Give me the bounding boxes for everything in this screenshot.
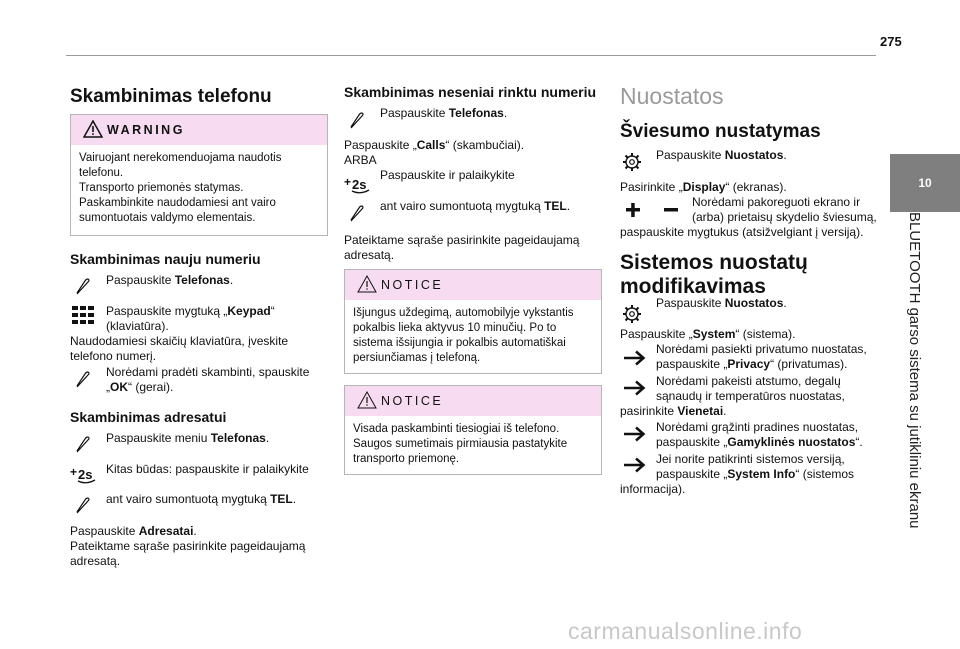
keypad-icon bbox=[72, 305, 96, 325]
finger-tap-icon bbox=[74, 436, 92, 454]
arrow-right-icon bbox=[624, 457, 646, 473]
plus-minus-icon bbox=[626, 201, 682, 219]
warning-box bbox=[70, 114, 328, 236]
tel-button-icon bbox=[70, 464, 98, 484]
instruction: ant vairo sumontuotą mygtuką TEL. bbox=[380, 199, 571, 213]
instruction: (arba) prietaisų skydelio šviesumą, bbox=[692, 210, 877, 224]
page-number: 275 bbox=[880, 34, 902, 49]
warning-text bbox=[71, 145, 327, 232]
tel-button-label: 2s bbox=[78, 467, 93, 482]
warning-label: WARNING bbox=[107, 123, 185, 137]
notice-box bbox=[344, 385, 602, 475]
warning-line: Paskambinkite naudodamiesi ant vairo bbox=[79, 197, 276, 209]
instruction: paspauskite „System Info“ (sistemos bbox=[656, 467, 855, 481]
svg-text:+: + bbox=[344, 175, 352, 189]
notice-line: persiunčiamas į telefoną. bbox=[353, 352, 481, 364]
notice-triangle-icon bbox=[357, 275, 377, 293]
paragraph: informacija). bbox=[620, 482, 686, 496]
instruction: Paspauskite Telefonas. bbox=[380, 106, 508, 120]
paragraph: Naudodamiesi skaičių klaviatūra, įveskite bbox=[70, 334, 289, 348]
instruction: Norėdami pakoreguoti ekrano ir bbox=[692, 195, 861, 209]
notice-box bbox=[344, 269, 602, 374]
instruction: Paspauskite Nuostatos. bbox=[656, 148, 787, 162]
notice-label: NOTICE bbox=[381, 394, 444, 408]
paragraph: paspauskite mygtukus (atsižvelgiant į versiją). bbox=[620, 225, 864, 239]
tel-button-icon bbox=[344, 174, 372, 194]
finger-tap-icon bbox=[74, 278, 92, 296]
instruction: ant vairo sumontuotą mygtuką TEL. bbox=[106, 492, 297, 506]
paragraph: ARBA bbox=[344, 153, 377, 167]
chapter-tab[interactable]: 10 bbox=[890, 154, 960, 212]
notice-label: NOTICE bbox=[381, 278, 444, 292]
instruction: Paspauskite Telefonas. bbox=[106, 273, 234, 287]
finger-tap-icon bbox=[348, 112, 366, 130]
paragraph: Pateiktame sąraše pasirinkite pageidaujamą bbox=[344, 233, 580, 247]
finger-tap-icon bbox=[74, 371, 92, 389]
paragraph: Pateiktame sąraše pasirinkite pageidaujamą bbox=[70, 539, 306, 553]
notice-line: pokalbis lieka aktyvus 10 minučių. Po to bbox=[353, 322, 557, 334]
svg-text:+: + bbox=[70, 465, 78, 479]
section-title: Nuostatos bbox=[620, 83, 724, 109]
watermark: carmanualsonline.info bbox=[568, 618, 803, 644]
notice-line: Visada paskambinti tiesiogiai iš telefono. bbox=[353, 423, 560, 435]
notice-line: sistema išsijungia ir pokalbis automatiškai bbox=[353, 337, 566, 349]
paragraph: pasirinkite Vienetai. bbox=[620, 404, 727, 418]
chapter-title: BLUETOOTH garso sistema su jutikliniu ekranu bbox=[906, 212, 923, 529]
paragraph: Paspauskite „System“ (sistema). bbox=[620, 327, 796, 341]
warning-line: Vairuojant nerekomenduojama naudotis bbox=[79, 152, 282, 164]
arrow-right-icon bbox=[624, 350, 646, 366]
warning-header bbox=[71, 115, 327, 145]
instruction: Kitas būdas: paspauskite ir palaikykite bbox=[106, 462, 309, 476]
instruction-cont: (klaviatūra). bbox=[106, 319, 169, 333]
notice-line: Saugos sumetimais pirmiausia pastatykite bbox=[353, 438, 568, 450]
finger-tap-icon bbox=[74, 497, 92, 515]
notice-text bbox=[345, 300, 601, 372]
instruction: Norėdami pakeisti atstumo, degalų bbox=[656, 374, 841, 388]
notice-triangle-icon bbox=[357, 391, 377, 409]
notice-text bbox=[345, 416, 601, 473]
notice-header bbox=[345, 386, 601, 416]
instruction: Paspauskite ir palaikykite bbox=[380, 168, 515, 182]
paragraph: telefono numerį. bbox=[70, 349, 157, 363]
instruction: Jei norite patikrinti sistemos versiją, bbox=[656, 452, 845, 466]
section-title: Skambinimas telefonu bbox=[70, 86, 272, 107]
subsection-title: Šviesumo nustatymas bbox=[620, 121, 821, 142]
subsection-title: Sistemos nuostatų bbox=[620, 251, 808, 274]
tel-button-label: 2s bbox=[352, 177, 367, 192]
section-title: Skambinimas neseniai rinktu numeriu bbox=[344, 84, 597, 100]
arrow-right-icon bbox=[624, 426, 646, 442]
instruction: Paspauskite mygtuką „Keypad“ bbox=[106, 304, 275, 318]
top-divider bbox=[66, 55, 876, 56]
instruction: Paspauskite meniu Telefonas. bbox=[106, 431, 270, 445]
paragraph: Paspauskite Adresatai. bbox=[70, 524, 197, 538]
instruction: Norėdami grąžinti pradines nuostatas, bbox=[656, 420, 859, 434]
paragraph: adresatą. bbox=[344, 248, 395, 262]
warning-line: sumontuotais valdymo elementais. bbox=[79, 212, 256, 224]
warning-line: telefonu. bbox=[79, 167, 124, 179]
instruction: paspauskite „Privacy“ (privatumas). bbox=[656, 357, 848, 371]
instruction: Paspauskite Nuostatos. bbox=[656, 296, 787, 310]
subsection-title-cont: modifikavimas bbox=[620, 275, 766, 298]
warning-triangle-icon bbox=[83, 120, 103, 138]
warning-line: Transporto priemonės statymas. bbox=[79, 182, 244, 194]
instruction: Norėdami pradėti skambinti, spauskite bbox=[106, 365, 310, 379]
instruction: Norėdami pasiekti privatumo nuostatas, bbox=[656, 342, 867, 356]
notice-header bbox=[345, 270, 601, 300]
instruction: paspauskite „Gamyklinės nuostatos“. bbox=[656, 435, 863, 449]
paragraph: Paspauskite „Calls“ (skambučiai). bbox=[344, 138, 525, 152]
arrow-right-icon bbox=[624, 380, 646, 396]
instruction: sąnaudų ir temperatūros nuostatas, bbox=[656, 389, 845, 403]
settings-gear-icon bbox=[622, 304, 642, 324]
paragraph: Pasirinkite „Display“ (ekranas). bbox=[620, 180, 787, 194]
subsection-title: Skambinimas nauju numeriu bbox=[70, 251, 261, 267]
settings-gear-icon bbox=[622, 152, 642, 172]
paragraph: adresatą. bbox=[70, 554, 121, 568]
notice-line: transporto priemonę. bbox=[353, 453, 460, 465]
finger-tap-icon bbox=[348, 205, 366, 223]
notice-line: Išjungus uždegimą, automobilyje vykstantis bbox=[353, 307, 574, 319]
instruction-cont: „OK“ (gerai). bbox=[106, 380, 174, 394]
subsection-title: Skambinimas adresatui bbox=[70, 409, 227, 425]
